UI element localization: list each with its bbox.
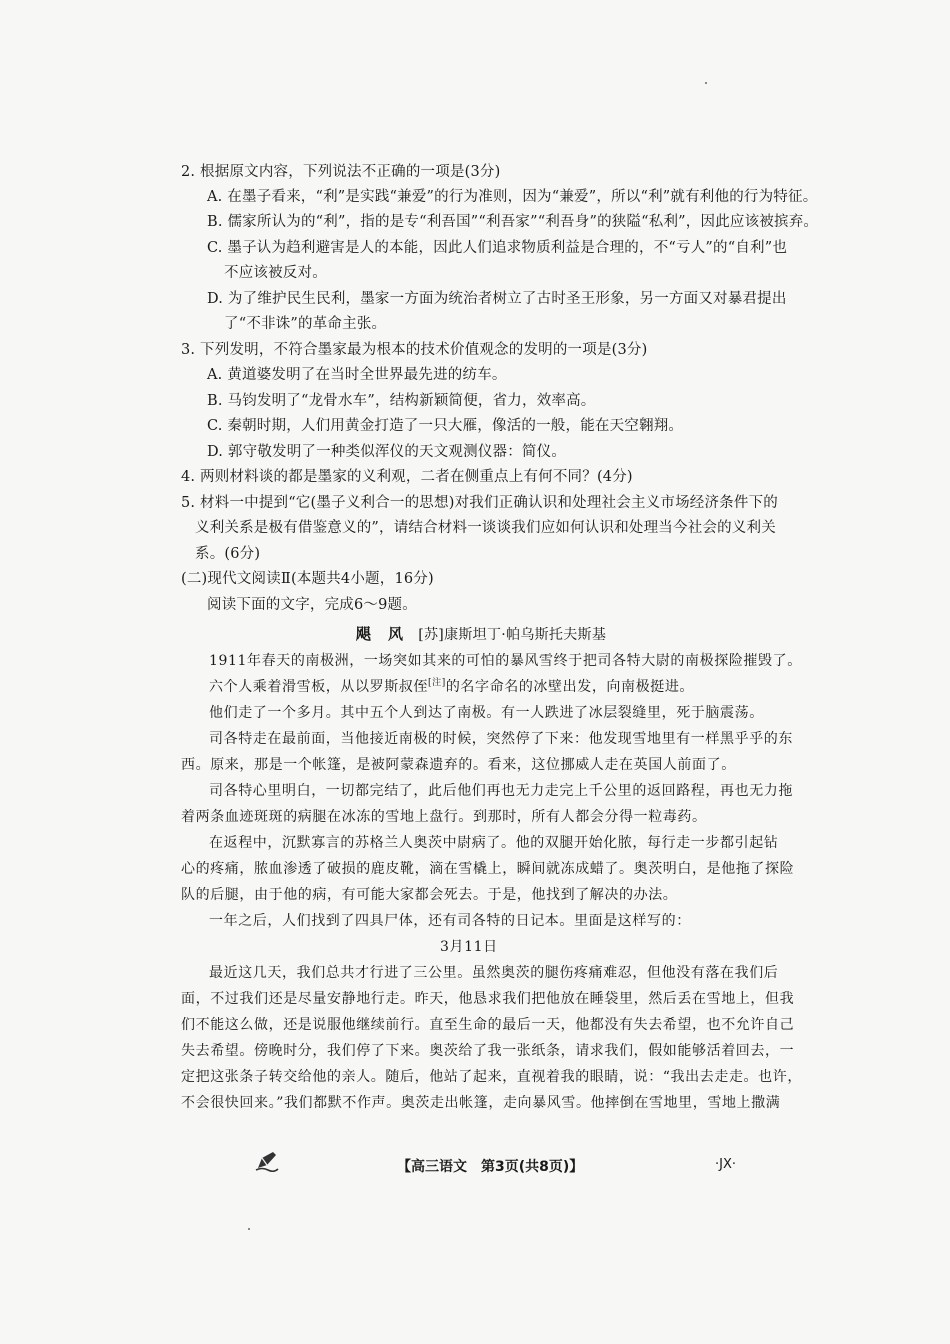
passage-p4-line2: 西。原来，那是一个帐篷，是被阿蒙森遗弃的。看来，这位挪威人走在英国人前面了。 [181, 757, 736, 773]
footnote-marker: [注] [428, 678, 446, 688]
q3-stem: 3. 下列发明，不符合墨家最为根本的技术价值观念的发明的一项是(3分) [181, 342, 648, 358]
passage-p6-line3: 队的后腿，由于他的病，有可能大家都会死去。于是，他找到了解决的办法。 [181, 887, 678, 903]
q5-line2: 义利关系是极有借鉴意义的”，请结合材料一谈谈我们应如何认识和处理当今社会的义利关 [195, 520, 776, 536]
q5-line3: 系。(6分) [195, 546, 261, 562]
passage-p1: 1911年春天的南极洲，一场突如其来的可怕的暴风雪终于把司各特大尉的南极探险摧毁了。 [209, 653, 802, 669]
q4-stem: 4. 两则材料谈的都是墨家的义利观，二者在侧重点上有何不同？(4分) [181, 469, 633, 485]
passage-p8-line6: 不会很快回来。”我们都默不作声。奥茨走出帐篷，走向暴风雪。他摔倒在雪地里，雪地上撒满 [181, 1095, 781, 1111]
q3-option-a: A. 黄道婆发明了在当时全世界最先进的纺车。 [207, 367, 507, 383]
q3-option-c: C. 秦朝时期，人们用黄金打造了一只大雁，像活的一般，能在天空翱翔。 [207, 418, 684, 434]
passage-p8-line4: 失去希望。傍晚时分，我们停了下来。奥茨给了我一张纸条，请求我们，假如能够活着回去，一 [181, 1043, 795, 1059]
passage-p6-line1: 在返程中，沉默寡言的苏格兰人奥茨中尉病了。他的双腿开始化脓，每行走一步都引起钻 [209, 835, 779, 851]
passage-p8-line3: 们不能这么做，还是说服他继续前行。直至生命的最后一天，他都没有失去希望，也不允许自己 [181, 1017, 795, 1033]
q2-option-c-line1: C. 墨子认为趋利避害是人的本能，因此人们追求物质利益是合理的，不“亏人”的“自利”也 [207, 240, 788, 256]
passage-author: [苏]康斯坦丁·帕乌斯托夫斯基 [418, 627, 607, 643]
q2-option-d-line2: 了“不非诛”的革命主张。 [224, 316, 387, 332]
passage-p5-line2: 着两条血迹斑斑的病腿在冰冻的雪地上盘行。到那时，所有人都会分得一粒毒药。 [181, 809, 707, 825]
passage-p6-line2: 心的疼痛，脓血渗透了破损的鹿皮靴，滴在雪橇上，瞬间就冻成蜡了。奥茨明白，是他拖了探险 [181, 861, 795, 877]
passage-p3: 他们走了一个多月。其中五个人到达了南极。有一人跌进了冰层裂缝里，死于脑震荡。 [209, 705, 764, 721]
q2-option-b: B. 儒家所认为的“利”，指的是专“利吾国”“利吾家”“利吾身”的狭隘“私利”，因此应该被摈弃。 [207, 214, 819, 230]
q2-stem: 2. 根据原文内容，下列说法不正确的一项是(3分) [181, 164, 501, 180]
section2-instruction: 阅读下面的文字，完成6～9题。 [207, 597, 417, 613]
passage-title-text: 飓 风 [356, 625, 405, 643]
passage-p5-line1: 司各特心里明白，一切都完结了，此后他们再也无力走完上千公里的返回路程，再也无力拖 [209, 783, 793, 799]
passage-p4-line1: 司各特走在最前面，当他接近南极的时候，突然停了下来：他发现雪地里有一样黑乎乎的东 [209, 731, 793, 747]
q3-option-b: B. 马钧发明了“龙骨水车”，结构新颖简便，省力，效率高。 [207, 393, 596, 409]
passage-p8-line1: 最近这几天，我们总共才行进了三公里。虽然奥茨的腿伤疼痛难忍，但他没有落在我们后 [209, 965, 779, 981]
page-footer: 【高三语文 第3页(共8页)】 [397, 1159, 584, 1175]
footer-code: ·JX· [715, 1157, 737, 1172]
q2-option-a: A. 在墨子看来，“利”是实践“兼爱”的行为准则，因为“兼爱”，所以“利”就有利他的行为特征。 [207, 189, 818, 205]
q5-line1: 5. 材料一中提到“它(墨子义利合一的思想)对我们正确认识和处理社会主义市场经济条件下的 [181, 495, 778, 511]
pencil-icon [254, 1150, 280, 1172]
q3-option-d: D. 郭守敬发明了一种类似浑仪的天文观测仪器：简仪。 [207, 444, 567, 460]
passage-p8-line5: 定把这张条子转交给他的亲人。随后，他站了起来，直视着我的眼睛，说：“我出去走走。也许， [181, 1069, 802, 1085]
scan-speck [705, 82, 707, 84]
q2-option-d-line1: D. 为了维护民生民利，墨家一方面为统治者树立了古时圣王形象，另一方面又对暴君提出 [207, 291, 787, 307]
q2-option-c-line2: 不应该被反对。 [224, 265, 327, 281]
scan-speck [248, 1228, 250, 1230]
section2-heading: (二)现代文阅读Ⅱ(本题共4小题，16分) [181, 571, 434, 587]
passage-p2: 六个人乘着滑雪板，从以罗斯叔侄[注]的名字命名的冰壁出发，向南极挺进。 [209, 678, 695, 695]
passage-p8-line2: 面，不过我们还是尽量安静地行走。昨天，他恳求我们把他放在睡袋里，然后丢在雪地上，但我 [181, 991, 795, 1007]
passage-p7: 一年之后，人们找到了四具尸体，还有司各特的日记本。里面是这样写的： [209, 913, 691, 929]
passage-title [356, 624, 606, 645]
diary-date: 3月11日 [440, 939, 498, 955]
